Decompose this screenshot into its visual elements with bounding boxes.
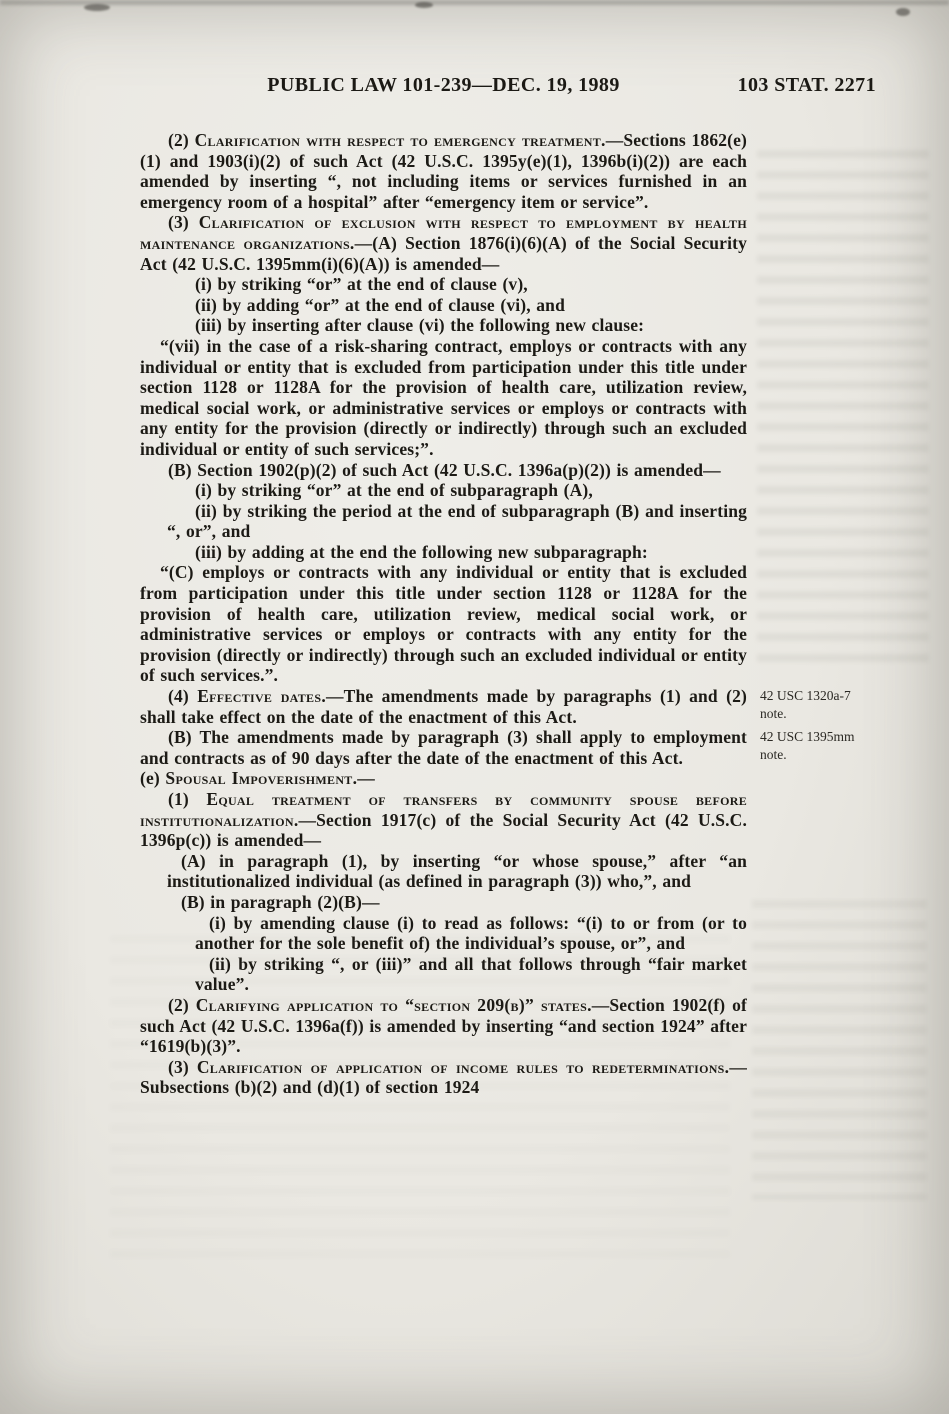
para-4-effective-dates [140,686,851,727]
paragraph-text: (i) by amending clause (i) to read as follows: “(i) to or from (or to another for the sole benefit of) the individual’s spouse, or”, and [195,912,747,954]
clause-iii-new-subparagraph [167,542,747,563]
smallcaps-heading: Equal treatment of transfers by community spouse before institutionalization. [140,789,747,830]
paragraph-text: —Subsections (b)(2) and (d)(1) of section 1924 [140,1056,747,1098]
smallcaps-heading: Clarifying application to “section 209(b)” states. [195,994,592,1015]
clause-i-striking-or [167,274,747,295]
paragraph-text: (ii) by adding “or” at the end of clause (vi), and [195,294,565,315]
para-B-section-1902 [140,460,747,481]
smallcaps-heading: Clarification with respect to emergency treatment. [194,130,606,150]
smallcaps-heading: Clarification of exclusion with respect to employment by health maintenance organizations. [140,212,747,253]
paragraph-text: (iii) by inserting after clause (vi) the following new clause: [195,315,645,336]
scan-speck-artifact [84,4,110,11]
smallcaps-heading: Clarification of application of income rules to redeterminations. [196,1056,730,1077]
paragraph-text: (iii) by adding at the end the following new subparagraph: [195,541,648,562]
paragraph-text: (B) Section 1902(p)(2) of such Act (42 U.S.C. 1396a(p)(2)) is amended— [168,459,721,480]
quoted-subparagraph-C [140,562,747,686]
paragraph-text: — [357,768,375,789]
clause-ii-fair-market-value [195,954,747,995]
paragraph-number: (2) [168,994,196,1015]
para-3-hmo-exclusion [140,212,747,274]
smallcaps-heading: Effective dates. [197,686,327,707]
para-3-income-rules [140,1057,747,1098]
clause-ii-period [167,501,747,542]
paragraph-number: (e) [140,768,166,789]
paragraph-text: —Section 1917(c) of the Social Security Act (42 U.S.C. 1396p(c)) is amended— [140,809,747,851]
subpara-B-paragraph-2B [167,892,747,913]
para-1-equal-treatment [140,789,747,851]
para-B-amendments-apply [140,727,855,768]
paragraph-text: —Sections 1862(e)(1) and 1903(i)(2) of such Act (42 U.S.C. 1395y(e)(1), 1396b(i)(2)) are each amended by inserting “, not including items or services furnished in an emergency room of a hospital” after “emergency item or service”. [140,130,747,212]
paragraph-number: (4) [168,686,198,707]
paragraph-text: (i) by striking “or” at the end of clause (v), [195,274,528,295]
clause-iii-inserting [167,315,747,336]
paragraph-text: (A) in paragraph (1), by inserting “or whose spouse,” after “an institutionalized individual (as defined in paragraph (3)) who,”, and [167,850,747,892]
para-2-section-209b-states [140,995,747,1057]
paragraph-text: (ii) by striking the period at the end of subparagraph (B) and inserting “, or”, and [167,500,747,542]
paragraph-text: (ii) by striking “, or (iii)” and all that follows through “fair market value”. [195,953,747,995]
paragraph-text: “(vii) in the case of a risk-sharing contract, employs or contracts with any individual or entity that is excluded from participation under this title under section 1128 or 1128A for the provision of health care, utilization review, medical social work, or administrative services or employs or contracts with any entity for the provision (directly or indirectly) through such an excluded individual or entity of such services;”. [140,335,747,459]
quoted-clause-vii [140,336,747,460]
paragraph-text: (B) in paragraph (2)(B)— [181,891,380,912]
stat-citation: 103 STAT. 2271 [737,74,876,96]
subpara-A-paragraph-1 [167,851,747,892]
clause-ii-adding-or [167,295,747,316]
margin-note-usc-1320a-7: 42 USC 1320a-7 note. [760,688,851,721]
paragraph-text: “(C) employs or contracts with any individual or entity that is excluded from participation under this title under section 1128 or 1128A for the provision of health care, utilization review, medical social work, or administrative services or employs or contracts with any entity for the provision (directly or indirectly) through such an excluded individual or entity of such services.”. [140,562,747,686]
paragraph-text: (B) The amendments made by paragraph (3) shall apply to employment and contracts as of 90 days after the date of the enactment of this Act. [140,727,747,768]
margin-note-usc-1395mm: 42 USC 1395mm note. [760,729,855,762]
paragraph-number: (3) [168,1056,197,1077]
paragraph-text: —The amendments made by paragraphs (1) and (2) shall take effect on the date of the enactment of this Act. [140,686,747,727]
scan-speck-artifact [415,2,433,8]
paragraph-number: (3) [168,212,199,233]
paragraph-number: (2) [168,130,195,150]
statute-text [140,130,880,1098]
scan-speck-artifact [896,8,910,16]
smallcaps-heading: Spousal Impoverishment. [165,768,358,789]
paragraph-text: (i) by striking “or” at the end of subparagraph (A), [195,480,593,501]
clause-i-subparagraph-A [167,480,747,501]
para-2-emergency-treatment [140,130,747,212]
paragraph-text: —Section 1902(f) of such Act (42 U.S.C. 1396a(f)) is amended by inserting “and section 1924” after “1619(b)(3)”. [140,994,747,1057]
clause-i-amending [195,913,747,954]
subsection-e-spousal-impoverishment [140,768,747,789]
paragraph-text: —(A) Section 1876(i)(6)(A) of the Social Security Act (42 U.S.C. 1395mm(i)(6)(A)) is amended— [140,232,747,274]
paragraph-number: (1) [168,789,207,809]
law-title: PUBLIC LAW 101-239—DEC. 19, 1989 [267,74,620,96]
scan-edge-artifact [0,0,949,5]
